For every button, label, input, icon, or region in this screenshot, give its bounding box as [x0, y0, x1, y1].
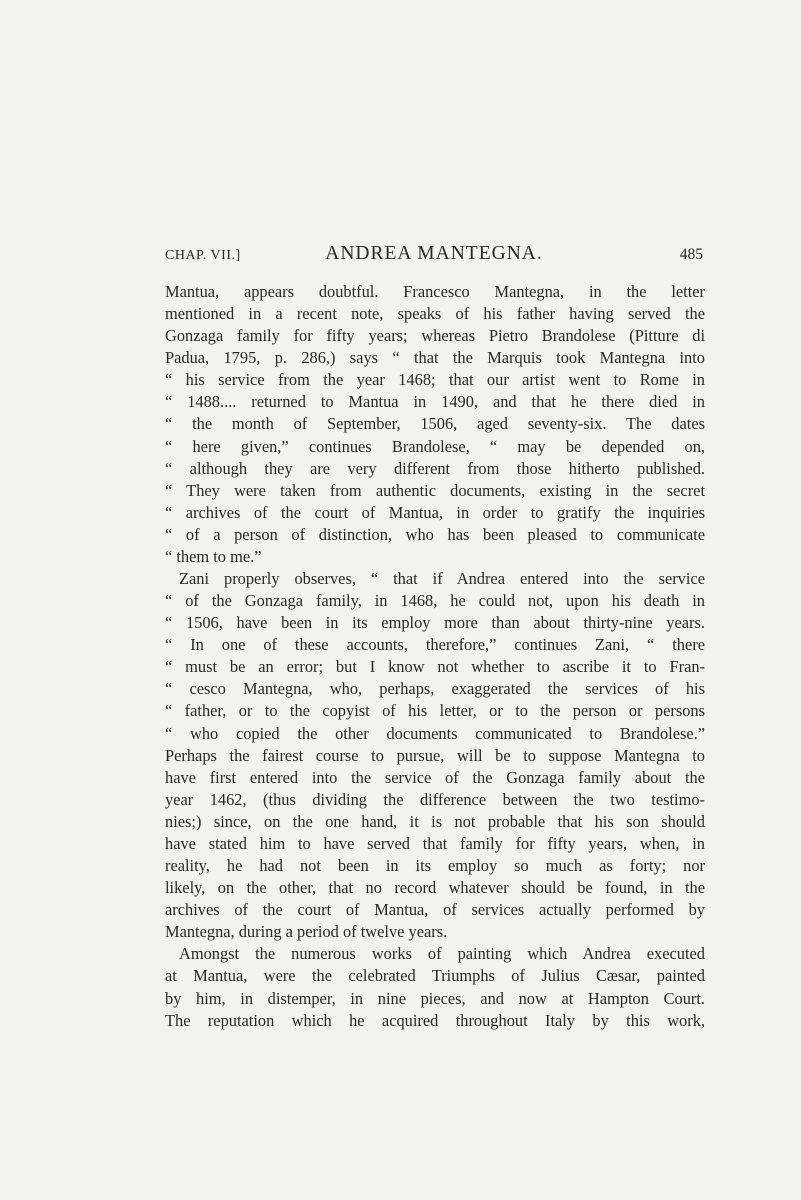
text-line: mentioned in a recent note, speaks of his father having served the	[165, 304, 705, 324]
text-line: Amongst the numerous works of painting which Andrea executed	[179, 944, 705, 964]
text-line: by him, in distemper, in nine pieces, and now at Hampton Court.	[165, 988, 705, 1008]
text-line: “ In one of these accounts, therefore,” continues Zani, “ there	[165, 635, 705, 655]
text-line: “ They were taken from authentic documents, existing in the secret	[165, 480, 705, 500]
text-line: archives of the court of Mantua, of services actually performed by	[165, 900, 705, 920]
text-line: “ of the Gonzaga family, in 1468, he could not, upon his death in	[165, 591, 705, 611]
text-line: Padua, 1795, p. 286,) says “ that the Marquis took Mantegna into	[165, 348, 705, 368]
text-line: “ them to me.”	[165, 546, 262, 566]
text-line: Zani properly observes, “ that if Andrea entered into the service	[179, 569, 705, 589]
text-line: “ must be an error; but I know not whether to ascribe it to Fran-	[165, 657, 705, 677]
text-line: “ archives of the court of Mantua, in order to gratify the inquiries	[165, 502, 705, 522]
text-line: reality, he had not been in its employ so much as forty; nor	[165, 856, 705, 876]
text-line: “ 1506, have been in its employ more than about thirty-nine years.	[165, 613, 705, 633]
text-line: “ although they are very different from those hitherto published.	[165, 458, 705, 478]
text-line: “ his service from the year 1468; that our artist went to Rome in	[165, 370, 705, 390]
body-text	[165, 281, 705, 1032]
text-line: have stated him to have served that family for fifty years, when, in	[165, 833, 705, 853]
text-line: The reputation which he acquired throughout Italy by this work,	[165, 1010, 705, 1030]
text-line: “ here given,” continues Brandolese, “ may be depended on,	[165, 436, 705, 456]
text-line: have first entered into the service of the Gonzaga family about the	[165, 767, 705, 787]
text-line: Mantua, appears doubtful. Francesco Mantegna, in the letter	[165, 282, 705, 301]
chapter-label: CHAP. VII.]	[165, 248, 241, 263]
text-line: “ cesco Mantegna, who, perhaps, exaggerated the services of his	[165, 679, 705, 699]
text-line: “ father, or to the copyist of his letter, or to the person or persons	[165, 701, 705, 721]
text-line: “ of a person of distinction, who has been pleased to communicate	[165, 524, 705, 544]
running-head	[165, 243, 703, 267]
text-line: nies;) since, on the one hand, it is not probable that his son should	[165, 811, 705, 831]
text-line: “ who copied the other documents communicated to Brandolese.”	[165, 723, 705, 743]
text-line: “ the month of September, 1506, aged seventy-six. The dates	[165, 414, 705, 434]
text-line: likely, on the other, that no record whatever should be found, in the	[165, 878, 705, 898]
text-line: year 1462, (thus dividing the difference between the two testimo-	[165, 789, 705, 809]
text-line: “ 1488.... returned to Mantua in 1490, and that he there died in	[165, 392, 705, 412]
text-line: Mantegna, during a period of twelve years.	[165, 922, 448, 942]
page-number: 485	[679, 246, 703, 263]
text-line: Gonzaga family for fifty years; whereas Pietro Brandolese (Pitture di	[165, 326, 705, 346]
text-line: Perhaps the fairest course to pursue, will be to suppose Mantegna to	[165, 745, 705, 765]
text-line: at Mantua, were the celebrated Triumphs of Julius Cæsar, painted	[165, 966, 705, 986]
page-title: ANDREA MANTEGNA.	[325, 243, 543, 264]
